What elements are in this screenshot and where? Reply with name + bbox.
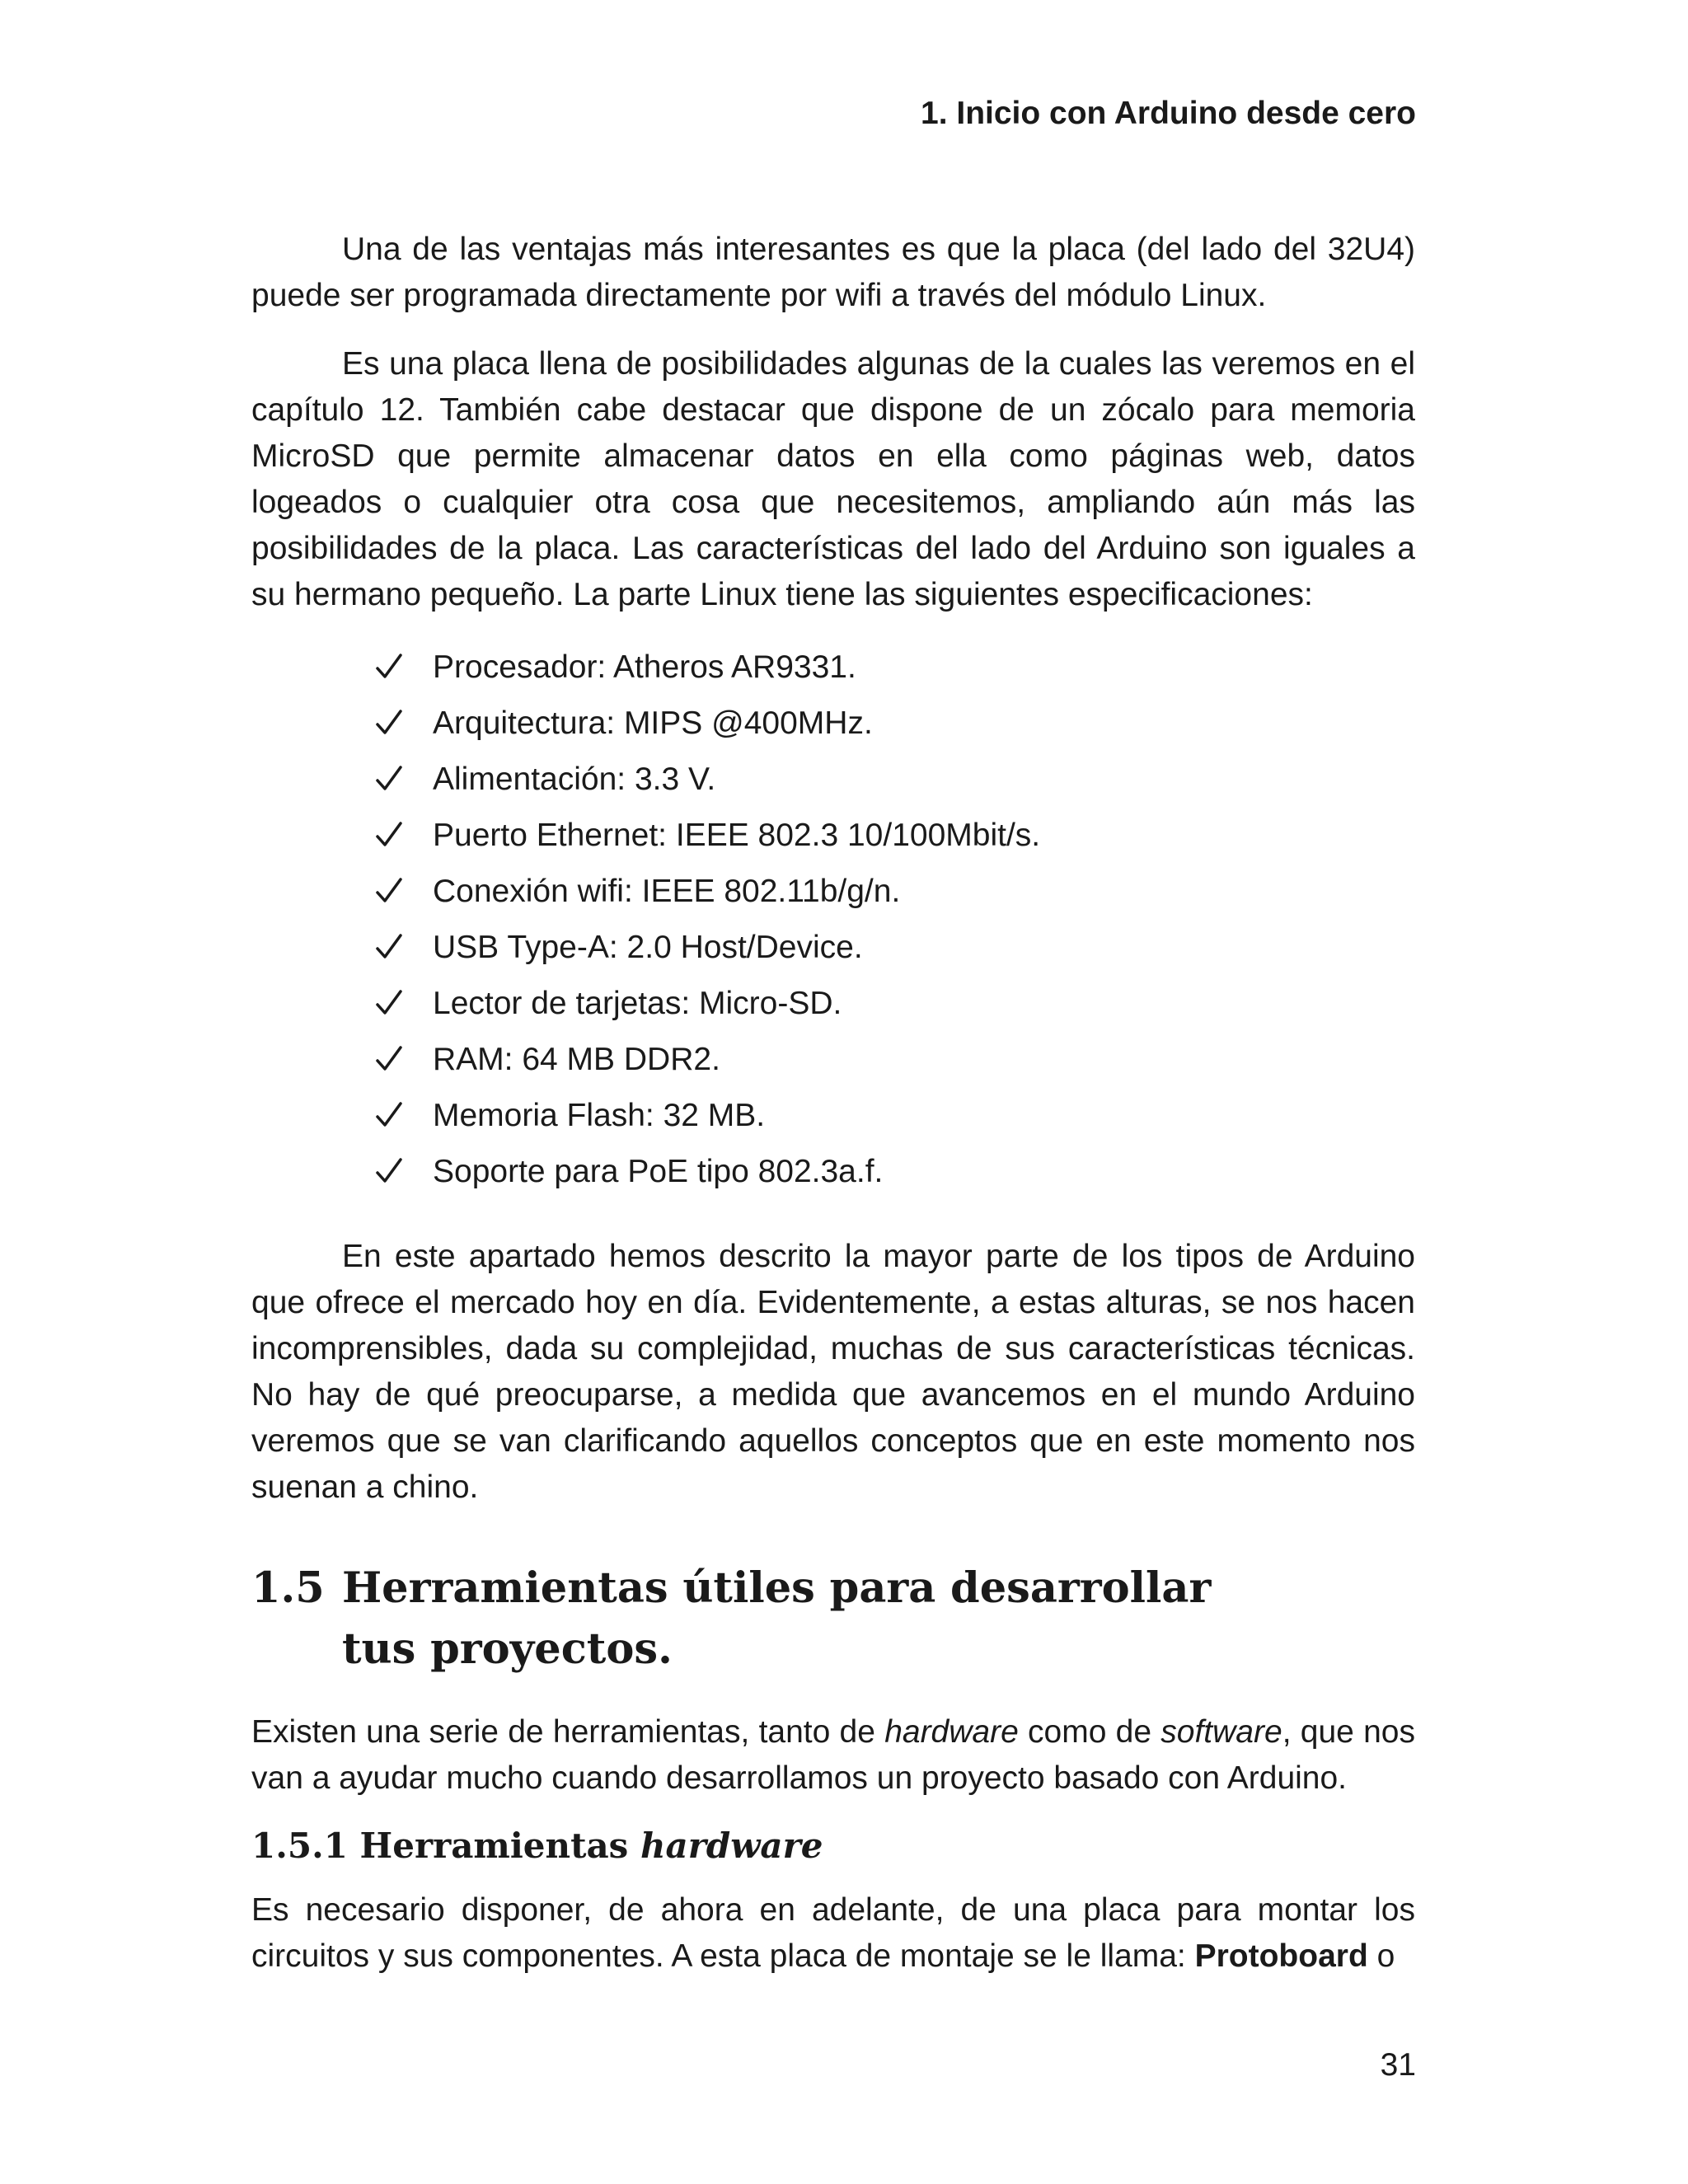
- spec-text: RAM: 64 MB DDR2.: [433, 1042, 720, 1077]
- checkmark-icon: [375, 1093, 433, 1129]
- list-item: [375, 925, 1040, 981]
- subsection-title-emphasis: hardware: [640, 1825, 823, 1866]
- section-intro-block: [251, 1709, 1415, 1802]
- paragraph-protoboard: [251, 1887, 1415, 1980]
- term-protoboard: Protoboard: [1194, 1938, 1368, 1974]
- list-item: [375, 813, 1040, 869]
- checkmark-icon: [375, 1149, 433, 1185]
- text-run: o: [1367, 1938, 1395, 1974]
- paragraph-wifi-programming: Una de las ventajas más interesantes es que la placa (del lado del 32U4) puede ser programada directamente por wifi a través del módulo Linux.: [251, 232, 1415, 313]
- list-item: [375, 1037, 1040, 1093]
- text-run: Es necesario disponer, de ahora en adelante, de una placa para montar los circuitos y sus componentes. A esta placa de montaje se le llama:: [251, 1892, 1415, 1974]
- paragraph-summary: En este apartado hemos descrito la mayor parte de los tipos de Arduino que ofrece el mercado hoy en día. Evidentemente, a estas alturas, se nos hacen incomprensibles, dada su complejidad, muchas de sus características técnicas. No hay de qué preocuparse, a medida que avancemos en el mundo Arduino veremos que se van clarificando aquellos conceptos que en este momento nos suenan a chino.: [251, 1239, 1415, 1505]
- checkmark-icon: [375, 644, 433, 681]
- text-run: Existen una serie de herramientas, tanto de: [251, 1714, 885, 1750]
- summary-block: [251, 1234, 1415, 1511]
- spec-text: Alimentación: 3.3 V.: [433, 762, 716, 797]
- page-number: 31: [1380, 2047, 1416, 2083]
- list-item: [375, 757, 1040, 813]
- list-item: [375, 644, 1040, 701]
- running-head: 1. Inicio con Arduino desde cero: [921, 96, 1416, 131]
- spec-text: Soporte para PoE tipo 802.3a.f.: [433, 1154, 884, 1189]
- spec-text: Memoria Flash: 32 MB.: [433, 1098, 766, 1133]
- paragraph-section-intro: [251, 1709, 1415, 1802]
- subsection-heading: [251, 1821, 823, 1871]
- spec-text: Procesador: Atheros AR9331.: [433, 649, 856, 685]
- list-item: [375, 1149, 1040, 1205]
- intro-block: [251, 227, 1415, 618]
- section-title: [342, 1558, 1212, 1680]
- checkmark-icon: [375, 1037, 433, 1073]
- checkmark-icon: [375, 981, 433, 1017]
- spec-text: USB Type-A: 2.0 Host/Device.: [433, 930, 863, 965]
- subsection-title: 1.5.1 Herramientas: [251, 1825, 640, 1866]
- emphasis-software: software: [1160, 1714, 1282, 1750]
- spec-text: Conexión wifi: IEEE 802.11b/g/n.: [433, 874, 901, 909]
- spec-text: Arquitectura: MIPS @400MHz.: [433, 705, 873, 741]
- spec-text: Puerto Ethernet: IEEE 802.3 10/100Mbit/s.: [433, 818, 1041, 853]
- paragraph-linux-specs-intro: Es una placa llena de posibilidades algunas de la cuales las veremos en el capítulo 12. También cabe destacar que dispone de un zócalo para memoria MicroSD que permite almacenar datos en ella como páginas web, datos logeados o cualquier otra cosa que necesitemos, ampliando aún más las posibilidades de la placa. Las características del lado del Arduino son iguales a su hermano pequeño. La parte Linux tiene las siguientes especificaciones:: [251, 346, 1415, 612]
- section-title-line1: Herramientas útiles para desarrollar: [342, 1563, 1212, 1613]
- list-item: [375, 1093, 1040, 1149]
- emphasis-hardware: hardware: [884, 1714, 1019, 1750]
- checkmark-icon: [375, 701, 433, 737]
- checkmark-icon: [375, 925, 433, 961]
- list-item: [375, 869, 1040, 925]
- text-run: , que nos van a ayudar mucho cuando desarrollamos un proyecto basado con Arduino.: [251, 1714, 1415, 1796]
- spec-list: [375, 644, 1040, 1205]
- section-number: 1.5: [251, 1563, 325, 1613]
- spec-text: Lector de tarjetas: Micro-SD.: [433, 986, 842, 1021]
- subsection-block: [251, 1887, 1415, 1980]
- list-item: [375, 981, 1040, 1037]
- checkmark-icon: [375, 757, 433, 793]
- section-title-line2: tus proyectos.: [342, 1624, 673, 1674]
- checkmark-icon: [375, 869, 433, 905]
- list-item: [375, 701, 1040, 757]
- checkmark-icon: [375, 813, 433, 849]
- text-run: como de: [1018, 1714, 1161, 1750]
